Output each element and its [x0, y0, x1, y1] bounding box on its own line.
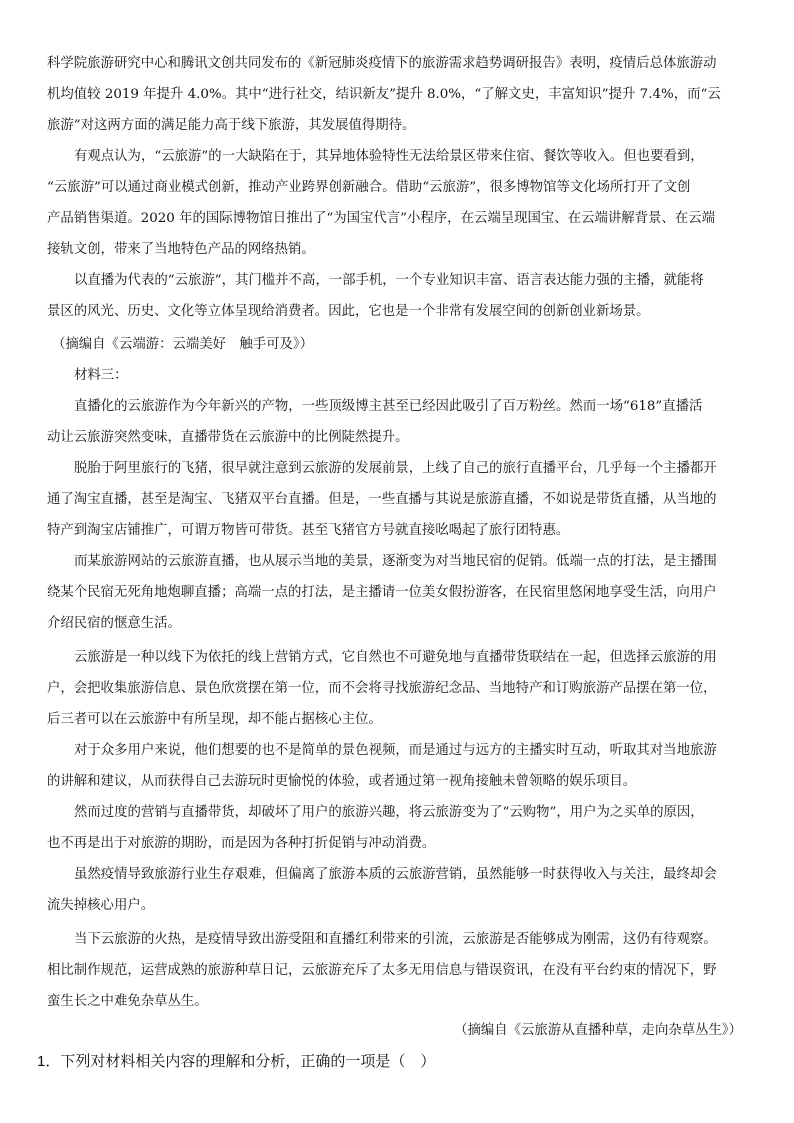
paragraph-line: 流失掉核心用户。 — [47, 898, 155, 913]
paragraph-line: 云旅游是一种以线下为依托的线上营销方式，它自然也不可避免地与直播带货联结在一起，但选择云旅游的用 — [74, 650, 717, 665]
paragraph-line: 介绍民宿的惬意生活。 — [47, 616, 181, 631]
paragraph-line: 以直播为代表的“云旅游”，其门槛并不高，一部手机，一个专业知识丰富、语言表达能力强的主播，就能将 — [74, 273, 704, 288]
paragraph-line: 的讲解和建议，从而获得自己去游玩时更愉悦的体验，或者通过第一视角接触未曾领略的娱乐项目。 — [47, 774, 637, 789]
paragraph-line: 而某旅游网站的云旅游直播，也从展示当地的美景，逐渐变为对当地民宿的促销。低端一点的打法，是主播围 — [74, 554, 717, 569]
paragraph-line: 对于众多用户来说，他们想要的也不是简单的景色视频，而是通过与远方的主播实时互动，听取其对当地旅游 — [74, 743, 717, 758]
paragraph-line: 特产到淘宝店铺推广，可谓万物皆可带货。甚至飞猪官方号就直接吆喝起了旅行团特惠。 — [47, 523, 570, 538]
paragraph-line: 虽然疫情导致旅游行业生存艰难，但偏离了旅游本质的云旅游营销，虽然能够一时获得收入与关注，最终却会 — [74, 867, 717, 882]
paragraph-line: 相比制作规范，运营成熟的旅游种草日记，云旅游充斥了太多无用信息与错误资讯，在没有平台约束的情况下，野 — [47, 963, 717, 978]
paragraph-line: 后三者可以在云旅游中有所呈现，却不能占据核心主位。 — [47, 712, 382, 727]
paragraph-line: 户，会把收集旅游信息、景色欣赏摆在第一位，而不会将寻找旅游纪念品、当地特产和订购旅游产品摆在第一位， — [47, 681, 717, 696]
paragraph-line: 科学院旅游研究中心和腾讯文创共同发布的《新冠肺炎疫情下的旅游需求趋势调研报告》表明，疫情后总体旅游动 — [47, 56, 717, 71]
paragraph-line: 直播化的云旅游作为今年新兴的产物，一些顶级博主甚至已经因此吸引了百万粉丝。然而一场“618”直播活 — [74, 399, 703, 414]
paragraph-line: 然而过度的营销与直播带货，却破坏了用户的旅游兴趣，将云旅游变为了“云购物”，用户为之买单的原因， — [74, 805, 704, 820]
paragraph-line: 绕某个民宿无死角地炮聊直播；高端一点的打法，是主播请一位美女假扮游客，在民宿里悠闲地享受生活，向用户 — [47, 585, 717, 600]
paragraph-line: 动让云旅游突然变味，直播带货在云旅游中的比例陡然提升。 — [47, 430, 409, 445]
paragraph-line: 产品销售渠道。2020 年的国际博物馆日推出了“为国宝代言”小程序，在云端呈现国宝、在云端讲解背景、在云端 — [47, 211, 715, 226]
paragraph-line: 景区的风光、历史、文化等立体呈现给消费者。因此，它也是一个非常有发展空间的创新创业新场景。 — [47, 304, 650, 319]
paragraph-line: 蛮生长之中难免杂草丛生。 — [47, 994, 208, 1009]
paragraph-line: 也不再是出于对旅游的期盼，而是因为各种打折促销与冲动消费。 — [47, 836, 436, 851]
question-text: 1．下列对材料相关内容的理解和分析，正确的一项是（ ） — [37, 1053, 436, 1070]
paragraph-line: 机均值较 2019 年提升 4.0%。其中“进行社交，结识新友”提升 8.0%，“了解文史，丰富知识”提升 7.4%，而“云 — [47, 87, 721, 102]
source-citation: （摘编自《云旅游从直播种草，走向杂草丛生》） — [454, 1023, 742, 1038]
paragraph-line: 旅游”对这两方面的满足能力高于线下旅游，其发展值得期待。 — [47, 118, 416, 133]
source-citation: （摘编自《云端游：云端美好 触手可及》） — [52, 337, 314, 352]
paragraph-line: 有观点认为，“云旅游”的一大缺陷在于，其异地体验特性无法给景区带来住宿、餐饮等收入。但也要看到， — [74, 149, 704, 164]
paragraph-line: 通了淘宝直播，甚至是淘宝、飞猪双平台直播。但是，一些直播与其说是旅游直播，不如说是带货直播，从当地的 — [47, 492, 717, 507]
paragraph-line: “云旅游”可以通过商业模式创新，推动产业跨界创新融合。借助“云旅游”，很多博物馆等文化场所打开了文创 — [47, 180, 691, 195]
section-heading: 材料三： — [74, 368, 128, 383]
paragraph-line: 脱胎于阿里旅行的飞猪，很早就注意到云旅游的发展前景，上线了自己的旅行直播平台，几乎每一个主播都开 — [74, 461, 717, 476]
paragraph-line: 接轨文创，带来了当地特色产品的网络热销。 — [47, 242, 315, 257]
paragraph-line: 当下云旅游的火热，是疫情导致出游受阻和直播红利带来的引流，云旅游是否能够成为刚需，这仍有待观察。 — [74, 932, 717, 947]
